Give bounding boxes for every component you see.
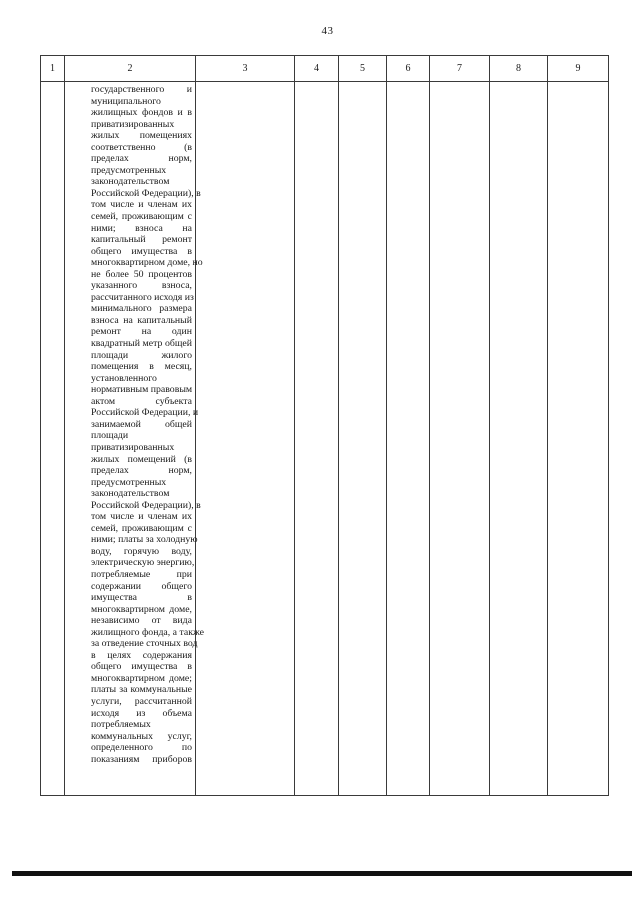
text-line: семей, проживающим с: [91, 522, 192, 534]
text-line: потребляемые при: [91, 568, 192, 580]
text-line: определенного по: [91, 742, 192, 754]
text-line: жилых помещениях: [91, 130, 192, 142]
text-line: том числе и членам их: [91, 199, 192, 211]
text-line: Российской Федерации), в: [91, 187, 201, 199]
text-line: ремонт на один: [91, 326, 192, 338]
column-header-6: 6: [387, 56, 430, 82]
text-line: многоквартирном доме, но: [91, 257, 203, 269]
page-number: 43: [321, 25, 334, 37]
cell-col-6: [387, 82, 430, 796]
cell-col-2-text: [65, 82, 204, 765]
cell-col-8: [490, 82, 548, 796]
cell-col-7: [430, 82, 490, 796]
column-header-8: 8: [490, 56, 548, 82]
text-line: Российской Федерации), в: [91, 499, 201, 511]
text-line: показаниям приборов: [91, 753, 192, 765]
text-line: рассчитанного исходя из: [91, 291, 194, 303]
text-line: законодательством: [91, 176, 170, 188]
text-line: муниципального: [91, 95, 161, 107]
cell-col-5: [339, 82, 387, 796]
data-table: [40, 55, 609, 796]
column-header-2: 2: [65, 56, 196, 82]
cell-col-1: [41, 82, 65, 796]
text-line: не более 50 процентов: [91, 268, 192, 280]
text-line: ними; платы за холодную: [91, 534, 198, 546]
text-line: квадратный метр общей: [91, 338, 192, 350]
text-line: пределах норм,: [91, 465, 192, 477]
table-row: [41, 82, 609, 796]
text-line: ними; взноса на: [91, 222, 192, 234]
text-line: общего имущества в: [91, 245, 192, 257]
text-line: указанного взноса,: [91, 280, 192, 292]
text-line: многоквартирном доме,: [91, 603, 192, 615]
text-line: площади жилого: [91, 349, 192, 361]
text-line: государственного и: [91, 84, 192, 95]
text-line: установленного: [91, 372, 157, 384]
text-line: жилищных фондов и в: [91, 107, 192, 119]
text-line: содержании общего: [91, 580, 192, 592]
text-line: предусмотренных: [91, 164, 167, 176]
text-line: нормативным правовым: [91, 384, 193, 396]
text-line: услуги, рассчитанной: [91, 695, 192, 707]
text-line: независимо от вида: [91, 615, 192, 627]
text-line: платы за коммунальные: [91, 684, 192, 696]
text-line: общего имущества в: [91, 661, 192, 673]
text-line: жилых помещений (в: [91, 453, 192, 465]
text-line: предусмотренных: [91, 476, 167, 488]
text-line: Российской Федерации, и: [91, 407, 199, 419]
cell-col-9: [548, 82, 609, 796]
text-line: площади: [91, 430, 129, 442]
cell-col-2: [65, 82, 204, 796]
text-line: приватизированных: [91, 441, 175, 453]
text-line: соответственно (в: [91, 141, 192, 153]
text-line: взноса на капитальный: [91, 314, 192, 326]
text-line: том числе и членам их: [91, 511, 192, 523]
column-header-3: 3: [196, 56, 295, 82]
bottom-rule: [12, 871, 632, 876]
column-header-7: 7: [430, 56, 490, 82]
text-line: потребляемых: [91, 719, 151, 731]
text-line: актом субъекта: [91, 395, 192, 407]
column-header-1: 1: [41, 56, 65, 82]
header-row: [41, 56, 609, 82]
text-line: пределах норм,: [91, 153, 192, 165]
text-line: коммунальных услуг,: [91, 730, 192, 742]
cell-col-4: [295, 82, 339, 796]
text-line: приватизированных: [91, 118, 175, 130]
column-header-4: 4: [295, 56, 339, 82]
text-line: капитальный ремонт: [91, 234, 192, 246]
text-line: законодательством: [91, 488, 170, 500]
text-line: занимаемой общей: [91, 418, 192, 430]
cell-col-3: [196, 82, 295, 796]
text-line: за отведение сточных вод: [91, 638, 198, 650]
text-line: воду, горячую воду,: [91, 545, 192, 557]
column-header-5: 5: [339, 56, 387, 82]
text-line: исходя из объема: [91, 707, 192, 719]
text-line: в целях содержания: [91, 649, 192, 661]
text-line: многоквартирном доме;: [91, 672, 192, 684]
text-line: электрическую энергию,: [91, 557, 195, 569]
column-header-9: 9: [548, 56, 609, 82]
text-line: помещения в месяц,: [91, 361, 192, 373]
text-line: семей, проживающим с: [91, 211, 192, 223]
text-line: имущества в: [91, 592, 192, 604]
text-line: жилищного фонда, а также: [91, 626, 204, 638]
text-line: минимального размера: [91, 303, 192, 315]
